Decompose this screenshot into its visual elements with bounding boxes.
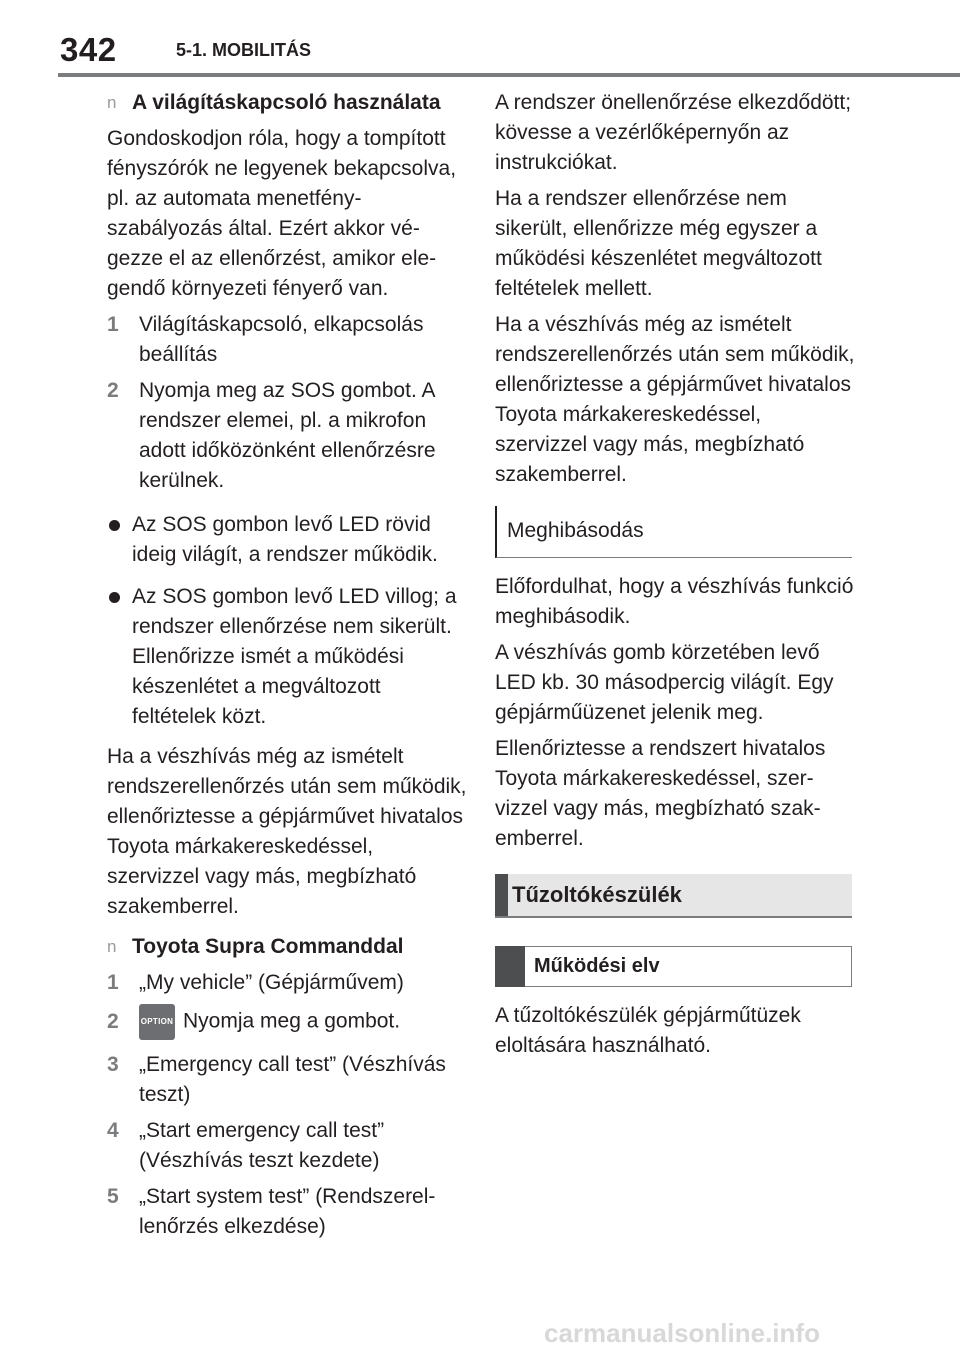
step-text: „Start system test” (Rendszerellenőrzés elkezdése) [139,1185,436,1238]
step-text: „Emergency call test” (Vészhívás teszt) [139,1053,446,1106]
fault-paragraph: Ellenőriztesse a rendszert hivatalos Toyota márkakereskedéssel, szervizzel vagy más, megbízható szakemberrel. [495,737,826,850]
page-number: 342 [60,31,117,68]
bullet-item [107,582,467,732]
subheading-text: A világításkapcsoló használata [132,91,441,114]
check-failed-paragraph: Ha a rendszer ellenőrzése nem sikerült, ellenőrizze még egyszer a működési készenlétet megváltozott feltételek mellett. [495,187,822,300]
self-check-paragraph: A rendszer önellenőrzése elkezdődött; kövesse a vezérlőképernyőn az instrukciókat. [495,91,852,174]
retry-paragraph: Ha a vészhívás még az ismételt rendszerellenőrzés után sem működik, ellenőriztesse a gépjárművet hivatalos Toyota márkakereskedéssel, szervizzel vagy más, megbízható szakemberrel. [107,745,467,918]
fault-paragraph: Előfordulhat, hogy a vészhívás funkció meghibásodik. [495,575,854,628]
heading-text: Tűzoltókészülék [512,882,682,907]
dealer-paragraph: Ha a vészhívás még az ismételt rendszerellenőrzés után sem működik, ellenőriztesse a gépjárművet hivatalos Toyota márkakereskedéssel, szervizzel vagy más, megbízható szakemberrel. [495,313,855,486]
step-text: Nyomja meg az SOS gombot. A rendszer elemei, pl. a mikrofon adott időközönként ellenőrzésre kerülnek. [139,379,436,492]
option-button-icon: OPTION [139,1004,175,1040]
extinguisher-paragraph: A tűzoltókészülék gépjárműtüzek eloltására használható. [495,1004,801,1057]
step-item [107,310,467,370]
step-text: „My vehicle” (Gépjárművem) [139,971,404,994]
step-number: 4 [107,1119,119,1142]
step-number: 1 [107,971,119,994]
bullet-dot-icon [107,582,132,612]
step-number: 2 [107,1010,119,1033]
heading-accent-bar [495,946,525,987]
principle-subheading [495,946,852,987]
intro-paragraph: Gondoskodjon róla, hogy a tompított fényszórók ne legyenek bekapcsolva, pl. az automata menetfényszabályozás által. Ezért akkor végezze el az ellenőrzést, amikor elegendő környezeti fényerő van. [107,127,457,300]
bullet-text: Az SOS gombon levő LED villog; a rendszer ellenőrzése nem sikerült. Ellenőrizze ismét a működési készenlétet a megváltozott feltételek közt. [132,585,457,728]
heading-text: Működési elv [534,955,660,977]
header-divider [58,73,960,77]
step-number: 1 [107,313,119,336]
section-marker-icon: n [107,93,117,112]
step-text: Nyomja meg a gombot. [183,1009,401,1033]
heading-accent-bar [495,874,508,916]
step-text: Világításkapcsoló, elkapcsolás beállítás [139,313,424,366]
step-item [107,1116,467,1176]
bullet-dot-icon [107,510,132,540]
extinguisher-section-heading [495,874,852,918]
subheading-light-switch [107,88,467,118]
subheading-text: Toyota Supra Commanddal [132,935,404,958]
page-header [0,0,960,80]
step-text: „Start emergency call test” (Vészhívás teszt kezdete) [139,1119,385,1172]
subheading-supra-command [107,932,467,962]
step-item [107,968,467,998]
left-column [107,88,467,1248]
bullet-item [107,510,467,570]
step-number: 3 [107,1053,119,1076]
fault-paragraph: A vészhívás gomb körzetében levő LED kb. 30 másodpercig világít. Egy gépjárműüzenet jelenik meg. [495,641,834,724]
fault-section-heading: Meghibásodás [495,506,852,558]
step-item [107,376,467,496]
step-number: 5 [107,1185,119,1208]
watermark: carmanualsonline.info [544,1318,820,1348]
right-column [495,88,855,1067]
section-title: 5-1. MOBILITÁS [176,40,312,60]
step-number: 2 [107,379,119,402]
section-marker-icon: n [107,937,117,956]
bullet-text: Az SOS gombon levő LED rövid ideig világít, a rendszer működik. [132,513,438,566]
step-item [107,1004,467,1040]
step-item [107,1182,467,1242]
step-item [107,1050,467,1110]
